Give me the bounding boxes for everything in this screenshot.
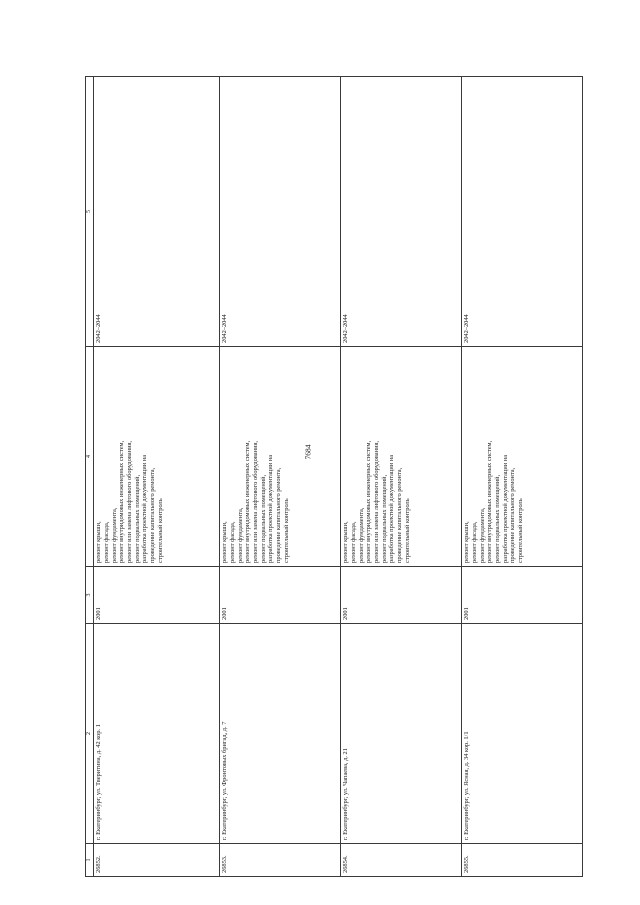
- works-item: ремонт внутридомовых инженерных систем,: [244, 440, 252, 563]
- rotated-table-container: [85, 77, 578, 877]
- works-item: проведение капитального ремонта,: [509, 467, 517, 563]
- works-item: строительный контроль: [517, 498, 524, 563]
- works-item: ремонт фундамента,: [478, 507, 486, 563]
- page-number-text: 7684: [303, 444, 313, 460]
- works-item: разработка проектной документации на: [388, 454, 396, 563]
- works-item: ремонт фундамента,: [110, 507, 118, 563]
- works-item: строительный контроль: [403, 498, 411, 563]
- table-row: [94, 77, 220, 877]
- table-row: [220, 77, 341, 877]
- works-item: ремонт подвальных помещений,: [133, 474, 141, 563]
- works-item: ремонт или замена лифтового оборудования,: [251, 440, 259, 563]
- works-item: ремонт подвальных помещений,: [259, 474, 267, 563]
- period-cell: 2042–2044: [94, 77, 220, 347]
- period-cell: 2042–2044: [341, 77, 462, 347]
- address-cell: г. Екатеринбург, ул. Фронтовых бригад, д. 7: [220, 624, 341, 844]
- row-number-cell: 26852.: [94, 844, 220, 877]
- row-number-cell: 26854.: [341, 844, 462, 877]
- repair-schedule-table: [85, 76, 583, 877]
- address-cell: г. Екатеринбург, ул. Ясная, д. 34 кор. 1/1: [462, 624, 583, 844]
- works-item: ремонт или замена лифтового оборудования,: [125, 440, 133, 563]
- year-cell: 2001: [341, 567, 462, 624]
- works-item: ремонт или замена лифтового оборудования,: [372, 440, 380, 563]
- header-cell-period: 5: [86, 77, 94, 347]
- period-cell: 2042–2044: [462, 77, 583, 347]
- works-item: разработка проектной документации на: [501, 454, 509, 563]
- works-item: ремонт крыши,: [221, 521, 229, 563]
- works-item: строительный контроль: [156, 498, 164, 563]
- works-item: строительный контроль: [282, 498, 290, 563]
- works-item: проведение капитального ремонта,: [149, 467, 156, 563]
- works-item: проведение капитального ремонта,: [396, 467, 403, 563]
- works-cell: [462, 347, 583, 567]
- works-item: ремонт крыши,: [342, 521, 350, 563]
- works-item: ремонт крыши,: [463, 521, 471, 563]
- works-item: ремонт фасада,: [102, 521, 110, 563]
- header-cell-works: 4: [86, 347, 94, 567]
- works-item: ремонт внутридомовых инженерных систем,: [118, 440, 126, 563]
- works-item: ремонт фасада,: [470, 521, 478, 563]
- works-item: ремонт подвальных помещений,: [380, 474, 388, 563]
- year-cell: 2001: [462, 567, 583, 624]
- works-item: ремонт подвальных помещений,: [493, 474, 501, 563]
- works-item: проведение капитального ремонта,: [275, 467, 282, 563]
- works-item: ремонт фундамента,: [357, 507, 365, 563]
- works-item: ремонт фундамента,: [236, 507, 244, 563]
- table-header-row: [86, 77, 94, 877]
- table-row: [341, 77, 462, 877]
- year-cell: 2001: [94, 567, 220, 624]
- header-cell-number: 1: [86, 844, 94, 877]
- works-item: ремонт крыши,: [95, 521, 103, 563]
- row-number-cell: 26855.: [462, 844, 583, 877]
- works-cell: [341, 347, 462, 567]
- works-item: ремонт фасада,: [228, 521, 236, 563]
- year-cell: 2001: [220, 567, 341, 624]
- row-number-cell: 26853.: [220, 844, 341, 877]
- works-cell: [220, 347, 341, 567]
- header-cell-address: 2: [86, 624, 94, 844]
- address-cell: г. Екатеринбург, ул. Тверитина, д. 42 кор. 1: [94, 624, 220, 844]
- works-item: ремонт внутридомовых инженерных систем,: [486, 440, 494, 563]
- works-cell: [94, 347, 220, 567]
- header-cell-year: 3: [86, 567, 94, 624]
- period-cell: 2042–2044: [220, 77, 341, 347]
- works-item: ремонт фасада,: [349, 521, 357, 563]
- address-cell: г. Екатеринбург, ул. Чапаева, д. 21: [341, 624, 462, 844]
- works-item: разработка проектной документации на: [267, 454, 275, 563]
- works-item: разработка проектной документации на: [141, 454, 149, 563]
- table-row: [462, 77, 583, 877]
- works-item: ремонт внутридомовых инженерных систем,: [365, 440, 373, 563]
